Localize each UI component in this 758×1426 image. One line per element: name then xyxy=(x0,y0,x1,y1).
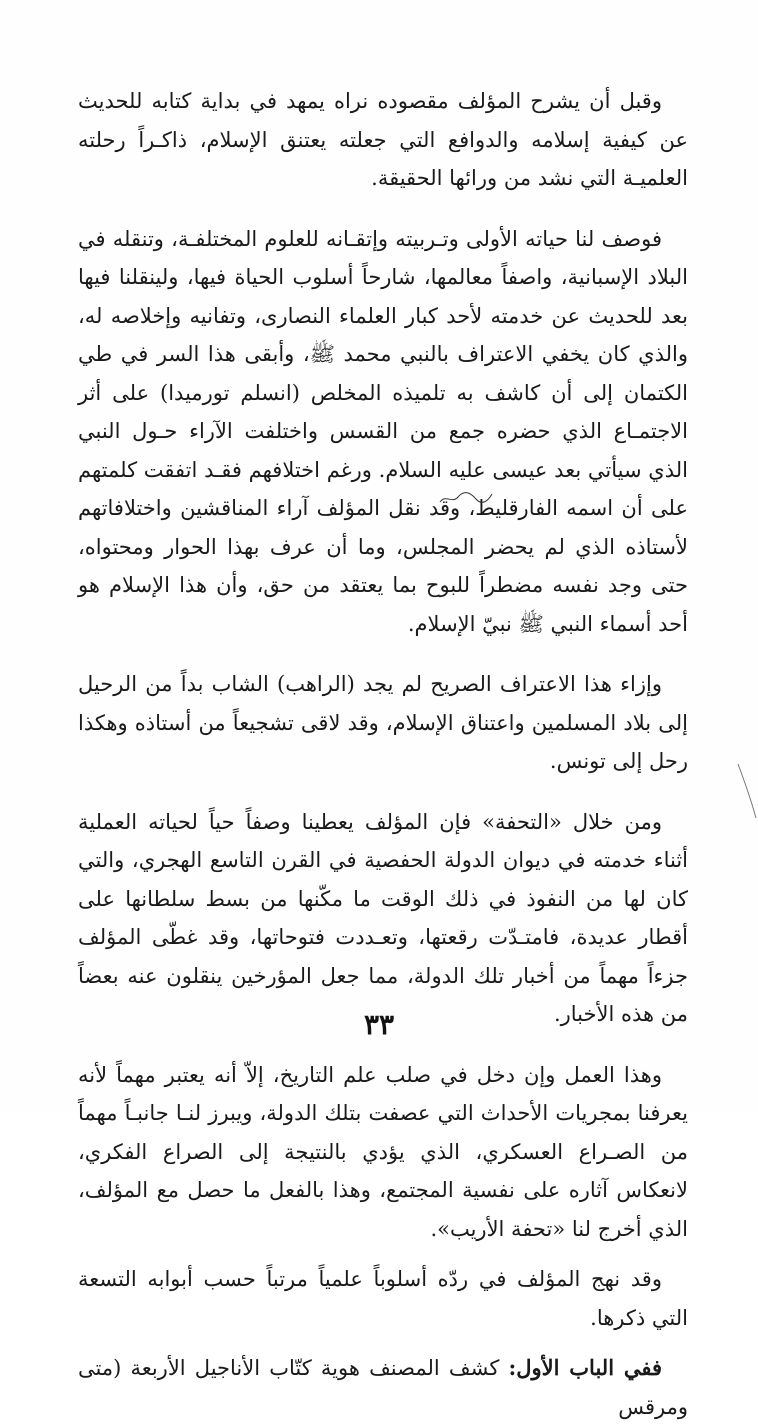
handwritten-annotation xyxy=(436,488,496,508)
paragraph-historical-value: وهذا العمل وإن دخل في صلب علم التاريخ، إلاّ أنه يعتبر مهماً لأنه يعرفنا بمجريات الأحداث التي عصفت بتلك الدولة، ويبرز لنـا جانبـاً مهماً من الصـراع العسكري، الذي يؤدي بالنتيجة إلى الصراع الفكري، لانعكاس آثاره على نفسية المجتمع، وهذا بالفعل ما حصل مع المؤلف، الذي أخرج لنا «تحفة الأريب». xyxy=(78,1062,688,1241)
paragraph-early-life: فوصف لنا حياته الأولى وتـربيته وإتقـانه للعلوم المختلفـة، وتنقله في البلاد الإسبانية، واصفاً معالمها، شارحاً أسلوب الحياة فيها، ولينقلنا فيها بعد للحديث عن خدمته لأحد كبار العلماء النصارى، وتفانيه وإخلاصه له، والذي كان يخفي الاعتراف بالنبي محمد ﷺ، وأبقى هذا السر في طي الكتمان إلى أن كاشف به تلميذه المخلص (انسلم تورميدا) على أثر الاجتمـاع الذي حضره جمع من القسس واختلفت الآراء حـول النبي الذي سيأتي بعد عيسى عليه السلام. ورغم اختلافهم فقـد اتفقت كلمتهم على أن اسمه الفارقليط، وقد نقل المؤلف آراء المناقشين واختلافاتهم لأستاذه الذي لم يحضر المجلس، وما أن عرف بهذا الحوار ومحتواه، حتى وجد نفسه مضطراً للبوح بما يعتقد من حق، وأن هذا الإسلام هو أحد أسماء النبي ﷺ نبيّ الإسلام. xyxy=(78,226,688,636)
page-number: ٣٣ xyxy=(363,1008,395,1041)
margin-scan-mark xyxy=(736,762,758,822)
body-text xyxy=(78,82,688,1426)
paragraph-method: وقد نهج المؤلف في ردّه أسلوباً علمياً مرتباً حسب أبوابه التسعة التي ذكرها. xyxy=(78,1267,688,1330)
paragraph-intro: وقبل أن يشرح المؤلف مقصوده نراه يمهد في بداية كتابه للحديث عن كيفية إسلامه والدوافع التي جعلته يعتنق الإسلام، ذاكـراً رحلته العلميـة التي نشد من ورائها الحقيقة. xyxy=(78,89,688,190)
paragraph-first-chapter xyxy=(78,1349,688,1426)
paragraph-hafsid-state: ومن خلال «التحفة» فإن المؤلف يعطينا وصفاً حياً لحياته العملية أثناء خدمته في ديوان الدولة الحفصية في القرن التاسع الهجري، والتي كان لها من النفوذ في ذلك الوقت ما مكّنها من بسط سلطانها على أقطار عديدة، فامتـدّت رقعتها، وتعـددت فتوحاتها، وقد غطّى المؤلف جزءاً مهماً من أخبار تلك الدولة، مما جعل المؤرخين ينقلون عنه بعضاً من هذه الأخبار. xyxy=(78,809,688,1026)
chapter-heading: ففي الباب الأول: xyxy=(508,1355,662,1380)
paragraph-conversion: وإزاء هذا الاعتراف الصريح لم يجد (الراهب) الشاب بداً من الرحيل إلى بلاد المسلمين واعتناق الإسلام، وقد لاقى تشجيعاً من أستاذه وهكذا رحل إلى تونس. xyxy=(78,672,688,773)
chapter-text: كشف المصنف هوية كتّاب الأناجيل الأربعة (متى ومرقس xyxy=(78,1356,688,1419)
